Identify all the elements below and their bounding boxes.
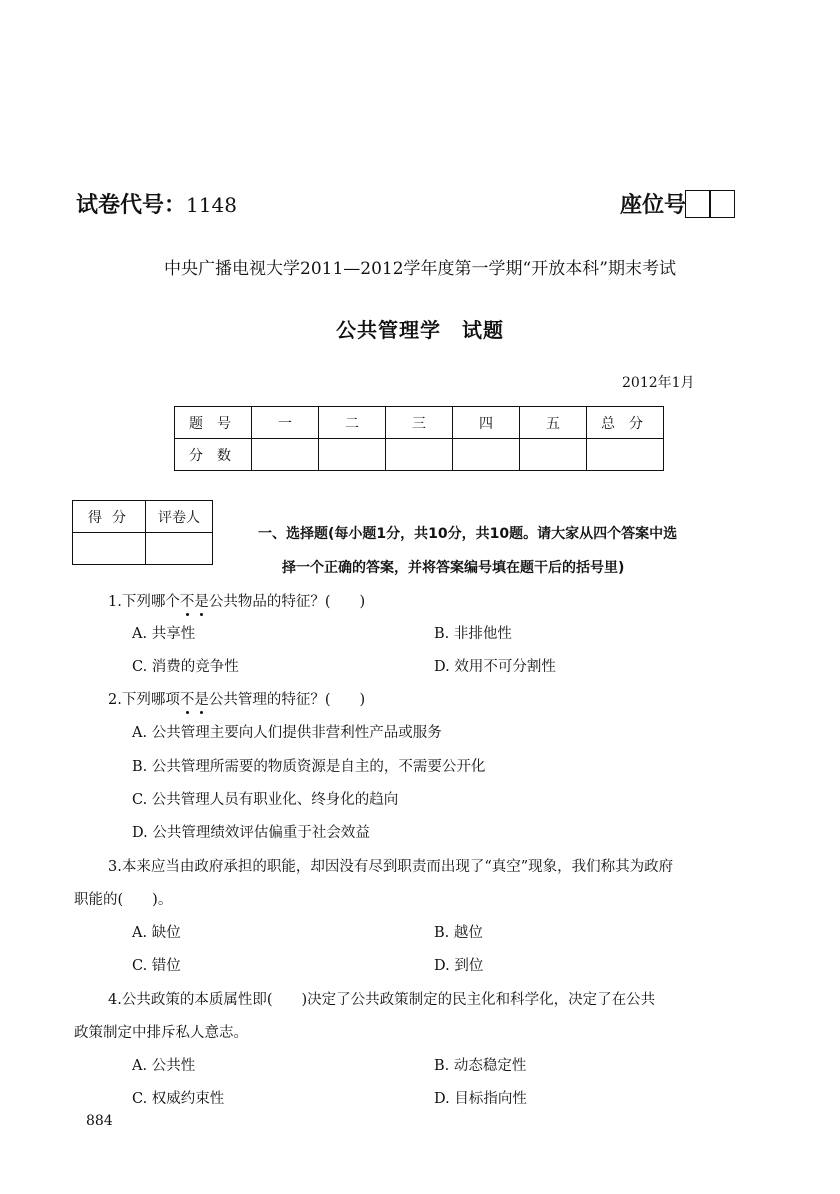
score-table	[174, 406, 664, 471]
q1-option-a: A. 共享性	[132, 626, 196, 642]
q3-option-d: D. 到位	[434, 958, 484, 974]
q4-option-d: D. 目标指向性	[434, 1091, 527, 1107]
paper-code-number: 1148	[186, 193, 237, 217]
seat-box[interactable]	[685, 190, 711, 218]
grader-score-label: 得分	[73, 501, 146, 533]
score-input-cell[interactable]	[386, 439, 453, 471]
question-4: 4.公共政策的本质属性即( )决定了公共政策制定的民主化和科学化，决定了在公共	[108, 992, 656, 1008]
score-cell: 题号	[175, 407, 252, 439]
q2-option-b: B. 公共管理所需要的物质资源是自主的，不需要公开化	[132, 759, 486, 775]
question-4-cont: 政策制定中排斥私人意志。	[74, 1025, 248, 1041]
q1-option-b: B. 非排他性	[434, 626, 512, 642]
q2-option-c: C. 公共管理人员有职业化、终身化的趋向	[132, 792, 399, 808]
emphasis-dot: 不	[179, 594, 195, 610]
score-input-cell[interactable]	[453, 439, 520, 471]
section1-heading-cont: 择一个正确的答案，并将答案编号填在题干后的括号里)	[282, 560, 625, 576]
q2-option-a: A. 公共管理主要向人们提供非营利性产品或服务	[132, 725, 442, 741]
seat-label: 座位号	[620, 193, 687, 218]
page-number: 884	[86, 1113, 113, 1129]
q4-option-a: A. 公共性	[132, 1058, 196, 1074]
grader-name-cell[interactable]	[146, 533, 213, 565]
paper-code-label: 试卷代号：	[76, 193, 187, 218]
q1-option-d: D. 效用不可分割性	[434, 659, 556, 675]
score-input-cell[interactable]	[587, 439, 664, 471]
score-cell: 总分	[587, 407, 664, 439]
q3-option-a: A. 缺位	[132, 925, 181, 941]
score-input-cell[interactable]	[319, 439, 386, 471]
score-cell: 一	[252, 407, 319, 439]
score-cell: 二	[319, 407, 386, 439]
grader-label: 评卷人	[146, 501, 213, 533]
exam-date: 2012年1月	[622, 375, 695, 391]
paper-code	[76, 188, 237, 219]
score-cell: 五	[520, 407, 587, 439]
seat-number	[620, 188, 735, 219]
score-cell: 四	[453, 407, 520, 439]
score-input-cell[interactable]	[520, 439, 587, 471]
emphasis-dot: 是	[194, 594, 209, 610]
grader-table	[72, 500, 213, 565]
grader-score-cell[interactable]	[73, 533, 146, 565]
q3-option-c: C. 错位	[132, 958, 181, 974]
q3-option-b: B. 越位	[434, 925, 483, 941]
q4-option-c: C. 权威约束性	[132, 1091, 225, 1107]
q1-option-c: C. 消费的竞争性	[132, 659, 239, 675]
section1-heading: 一、选择题(每小题1分，共10分，共10题。请大家从四个答案中选	[258, 526, 678, 542]
score-table-score-row	[175, 439, 664, 471]
seat-box[interactable]	[709, 190, 735, 218]
question-3: 3.本来应当由政府承担的职能，却因没有尽到职责而出现了“真空”现象，我们称其为政府	[108, 859, 674, 875]
exam-title: 中央广播电视大学2011—2012学年度第一学期“开放本科”期末考试	[164, 259, 676, 279]
score-table-header-row	[175, 407, 664, 439]
emphasis-dot: 是	[194, 692, 209, 708]
score-cell: 三	[386, 407, 453, 439]
question-3-cont: 职能的( )。	[74, 892, 173, 908]
score-row-label: 分数	[175, 439, 252, 471]
subject-title: 公共管理学 试题	[336, 318, 504, 342]
question-2: 2.下列哪项不是公共管理的特征？( )	[108, 692, 366, 708]
q4-option-b: B. 动态稳定性	[434, 1058, 527, 1074]
score-input-cell[interactable]	[252, 439, 319, 471]
q2-option-d: D. 公共管理绩效评估偏重于社会效益	[132, 825, 370, 841]
emphasis-dot: 不	[179, 692, 195, 708]
question-1: 1.下列哪个不是公共物品的特征？( )	[108, 594, 366, 610]
